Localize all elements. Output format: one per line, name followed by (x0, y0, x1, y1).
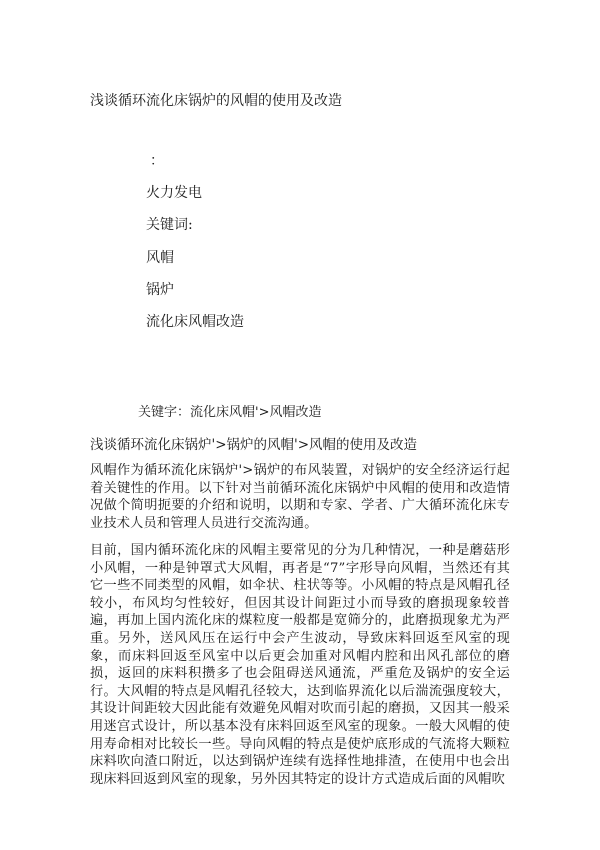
meta-colon: ： (150, 153, 164, 169)
body-paragraph: 风帽作为循环流化床锅炉'>锅炉的布风装置，对锅炉的安全经济运行起着关键性的作用。以下针对当前循环流化床锅炉中风帽的使用和改造情况做个简明扼要的介绍和说明，以期和专家、学者、广大循环流化床专业技术人员和管理人员进行交流沟通。 (90, 463, 510, 531)
keyword-line: 关键字：流化床风帽'>风帽改造 (138, 405, 322, 420)
page-title: 浅谈循环流化床锅炉的风帽的使用及改造 (90, 93, 342, 109)
meta-category: 火力发电 (146, 185, 202, 201)
keyword-item: 流化床风帽改造 (146, 314, 244, 330)
body-paragraph: 目前，国内循环流化床的风帽主要常见的分为几种情况，一种是蘑菇形小风帽，一种是钟罩式大风帽，再者是“7”字形导向风帽，当然还有其它一些不同类型的风帽，如伞状、柱状等等。小风帽的特点是风帽孔径较小，布风均匀性较好，但因其设计间距过小而导致的磨损现象较普遍，再加上国内流化床的煤粒度一般都是宽筛分的，此磨损现象尤为严重。另外，送风风压在运行中会产生波动，导致床料回返至风室的现象，而床料回返至风室中以后更会加重对风帽内腔和出风孔部位的磨损，返回的床料积攒多了也会阻碍送风通流，严重危及锅炉的安全运行。大风帽的特点是风帽孔径较大，达到临界流化以后湍流强度较大，其设计间距较大因此能有效避免风帽对吹而引起的磨损，又因其一般采用迷宫式设计，所以基本没有床料回返至风室的现象。一般大风帽的使用寿命相对比较长一些。导向风帽的特点是使炉底形成的气流将大颗粒床料吹向渣口附近，以达到锅炉连续有选择性地排渣，在使用中也会出现床料回返到风室的现象，另外因其特定的设计方式造成后面的风帽吹 (90, 543, 510, 787)
keywords-label: 关键词: (146, 217, 193, 233)
article-subtitle: 浅谈循环流化床锅炉'>锅炉的风帽'>风帽的使用及改造 (90, 437, 418, 453)
keyword-item: 锅炉 (146, 282, 174, 298)
keyword-item: 风帽 (146, 250, 174, 266)
